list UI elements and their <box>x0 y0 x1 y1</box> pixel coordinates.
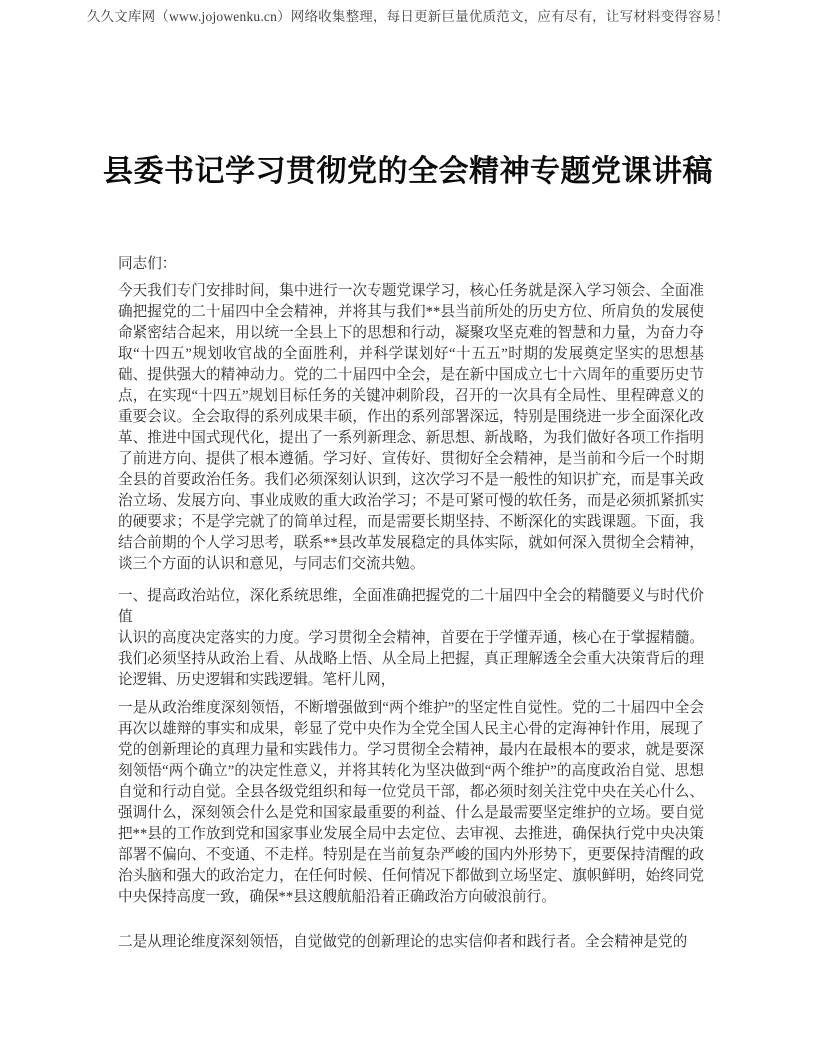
point1-paragraph: 一是从政治维度深刻领悟，不断增强做到“两个维护”的坚定性自觉性。党的二十届四中全会再次以雄辩的事实和成果，彰显了党中央作为全党全国人民主心骨的定海神针作用，展现了党的创新理论的真理力量和实践伟力。学习贯彻全会精神，最内在最根本的要求，就是要深刻领悟“两个确立”的决定性意义，并将其转化为坚决做到“两个维护”的高度政治自觉、思想自觉和行动自觉。全县各级党组织和每一位党员干部，都必须时刻关注党中央在关心什么、强调什么，深刻领会什么是党和国家最重要的利益、什么是最需要坚定维护的立场。要自觉把**县的工作放到党和国家事业发展全局中去定位、去审视、去推进，确保执行党中央决策部署不偏向、不变通、不走样。特别是在当前复杂严峻的国内外形势下，更要保持清醒的政治头脑和强大的政治定力，在任何时候、任何情况下都做到立场坚定、旗帜鲜明，始终同党中央保持高度一致，确保**县这艘航船沿着正确政治方向破浪前行。 <box>118 700 704 905</box>
salutation-line: 同志们： <box>118 256 177 272</box>
document-body <box>118 254 704 953</box>
section1-heading: 一、提高政治站位，深化系统思维，全面准确把握党的二十届四中全会的精髓要义与时代价值 <box>118 588 704 625</box>
watermark-header: 久久文库网（www.jojowenku.cn）网络收集整理，每日更新巨量优质范文，应有尽有，让写材料变得容易！ <box>86 9 730 24</box>
point2-paragraph: 二是从理论维度深刻领悟，自觉做党的创新理论的忠实信仰者和践行者。全会精神是党的 <box>118 934 688 950</box>
intro-paragraph: 今天我们专门安排时间，集中进行一次专题党课学习，核心任务就是深入学习领会、全面准确把握党的二十届四中全会精神，并将其与我们**县当前所处的历史方位、所肩负的发展使命紧密结合起来，用以统一全县上下的思想和行动，凝聚攻坚克难的智慧和力量，为奋力夺取“十四五”规划收官战的全面胜利，并科学谋划好“十五五”时期的发展奠定坚实的思想基础、提供强大的精神动力。党的二十届四中全会，是在新中国成立七十六周年的重要历史节点，在实现“十四五”规划目标任务的关键冲刺阶段，召开的一次具有全局性、里程碑意义的重要会议。全会取得的系列成果丰硕，作出的系列部署深远，特别是围绕进一步全面深化改革、推进中国式现代化，提出了一系列新理念、新思想、新战略，为我们做好各项工作指明了前进方向、提供了根本遵循。学习好、宣传好、贯彻好全会精神，是当前和今后一个时期全县的首要政治任务。我们必须深刻认识到，这次学习不是一般性的知识扩充，而是事关政治立场、发展方向、事业成败的重大政治学习；不是可紧可慢的软任务，而是必须抓紧抓实的硬要求；不是学完就了的简单过程，而是需要长期坚持、不断深化的实践课题。下面，我结合前期的个人学习思考，联系**县改革发展稳定的具体实际，就如何深入贯彻全会精神，谈三个方面的认识和意见，与同志们交流共勉。 <box>118 283 704 572</box>
document-title: 县委书记学习贯彻党的全会精神专题党课讲稿 <box>103 155 713 188</box>
section1-lead-paragraph: 认识的高度决定落实的力度。学习贯彻全会精神，首要在于学懂弄通，核心在于掌握精髓。我们必须坚持从政治上看、从战略上悟、从全局上把握，真正理解透全会重大决策背后的理论逻辑、历史逻辑和实践逻辑。笔杆儿网， <box>118 630 704 688</box>
